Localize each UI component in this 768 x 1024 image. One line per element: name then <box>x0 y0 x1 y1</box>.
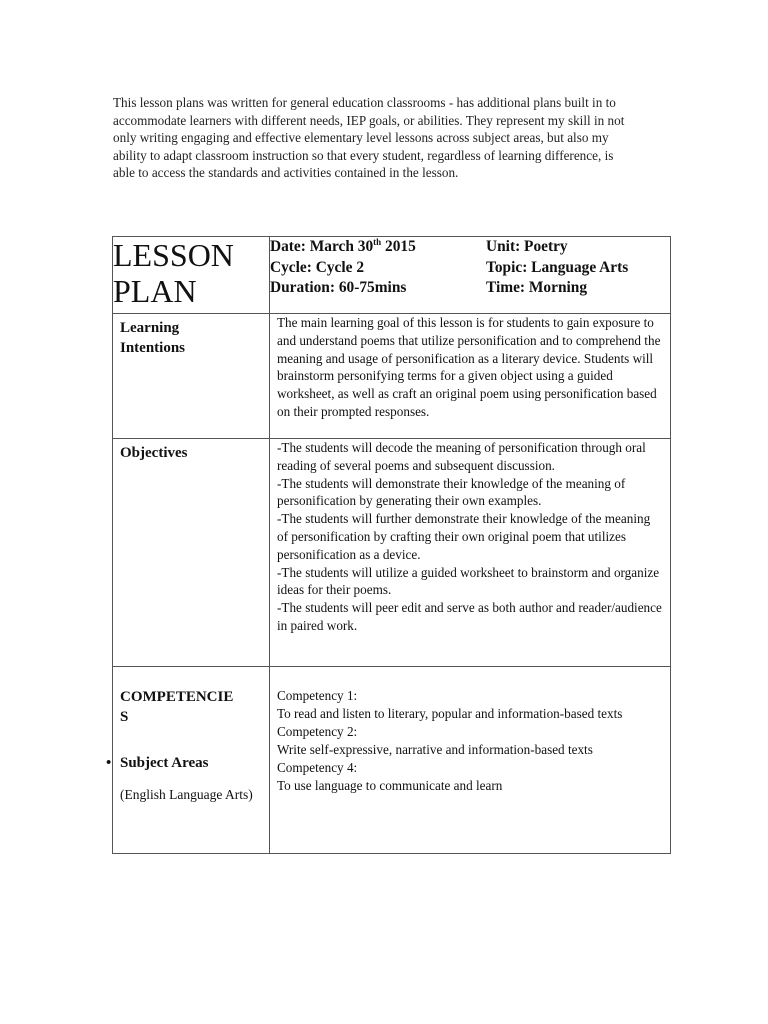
title-line-2: PLAN <box>113 273 197 309</box>
objective-item: -The students will utilize a guided worksheet to brainstorm and organize ideas for their poems. <box>277 564 660 598</box>
competency-line: To read and listen to literary, popular and information-based texts <box>277 706 623 721</box>
competency-line: Competency 4: <box>277 760 358 775</box>
competency-line: Competency 1: <box>277 688 358 703</box>
cycle-field: Cycle: Cycle 2 <box>270 258 365 276</box>
subject-areas-label: • Subject Areas <box>106 755 209 771</box>
date-field: Date: March 30th 2015 <box>270 236 416 255</box>
learning-intentions-label: Learning Intentions <box>120 320 186 356</box>
objective-item: -The students will further demonstrate their knowledge of the meaning of personification by crafting their own original poem that utilizes personification as a device. <box>277 511 651 562</box>
lesson-plan-table <box>106 236 671 854</box>
lesson-plan-title <box>113 237 270 314</box>
objective-item: -The students will decode the meaning of personification through oral reading of several poems and subsequent discussion. <box>277 440 646 473</box>
objectives-list <box>270 439 670 635</box>
intro-paragraph: This lesson plans was written for general education classrooms - has additional plans built in to accommodate learners with different needs, IEP goals, or abilities. They represent my skill in not only writing engaging and effective elementary level lessons across subject areas, but also my ability to adapt classroom instruction so that every student, regardless of learning difference, is able to access the standards and activities contained in the lesson. <box>113 95 625 181</box>
header-row <box>113 237 671 314</box>
competency-line: To use language to communicate and learn <box>277 778 503 793</box>
learning-intentions-text: The main learning goal of this lesson is for students to gain exposure to and understand poems that utilize personification and to comprehend the meaning and usage of personification as a literary device. Students will brainstorm personifying terms for a given object using a guided worksheet, as well as craft an original poem using personification based on their prompted responses. <box>277 315 661 419</box>
competencies-row <box>113 667 671 854</box>
objectives-label: Objectives <box>120 445 188 461</box>
title-line-1: LESSON <box>113 237 234 273</box>
competency-line: Competency 2: <box>277 724 358 739</box>
competencies-label: COMPETENCIE S <box>120 689 234 725</box>
objective-item: -The students will demonstrate their knowledge of the meaning of personification by generating their own examples. <box>277 475 626 509</box>
objective-item: -The students will peer edit and serve as both author and reader/audience in paired work. <box>277 600 662 633</box>
competencies-list <box>270 667 670 795</box>
time-field: Time: Morning <box>486 279 588 296</box>
subject-areas-detail: (English Language Arts) <box>120 787 253 802</box>
topic-field: Topic: Language Arts <box>486 258 629 276</box>
objectives-row <box>113 439 671 667</box>
learning-intentions-row <box>113 314 671 439</box>
duration-field: Duration: 60-75mins <box>270 279 407 296</box>
unit-field: Unit: Poetry <box>486 238 568 255</box>
competency-line: Write self-expressive, narrative and information-based texts <box>277 742 593 757</box>
bullet-icon: • <box>106 755 112 771</box>
lesson-meta <box>270 237 671 314</box>
